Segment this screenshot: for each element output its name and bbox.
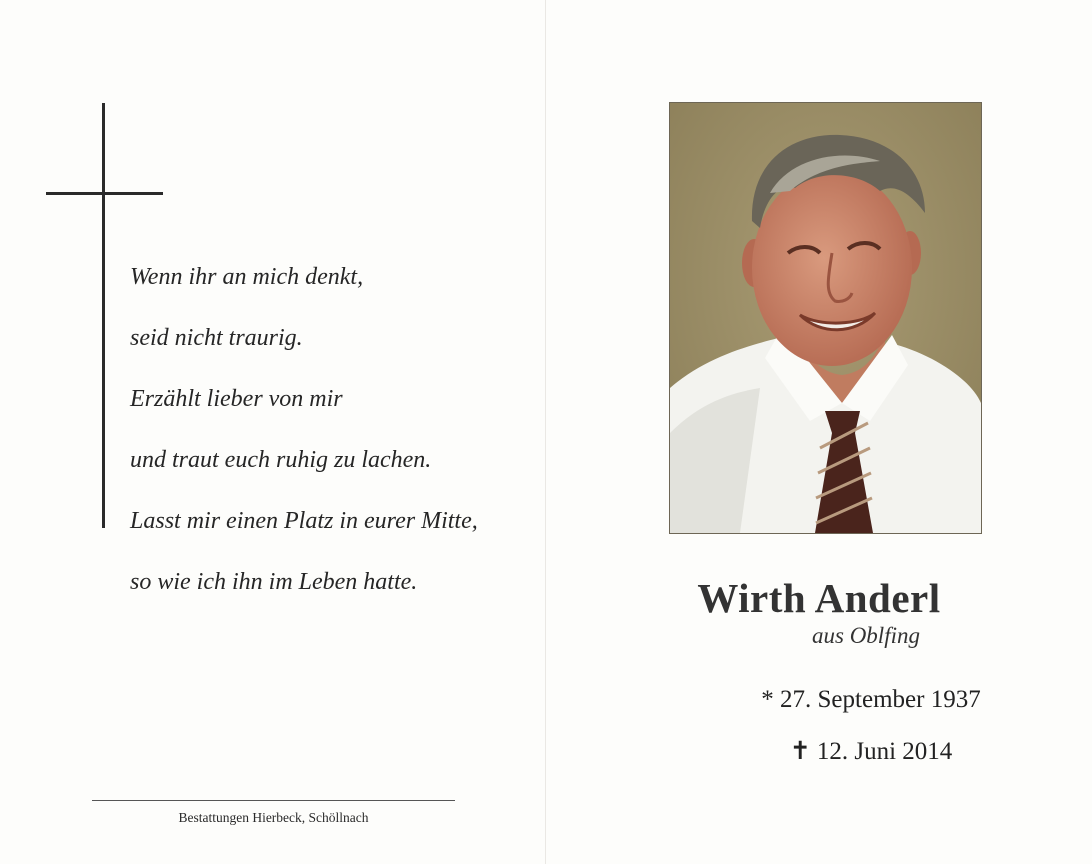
portrait-illustration [670, 103, 981, 533]
deceased-name: Wirth Anderl [697, 575, 941, 621]
poem-line: Erzählt lieber von mir [130, 386, 343, 412]
memorial-poem [130, 258, 478, 624]
hometown: aus Oblfing [812, 623, 920, 648]
funeral-home-credit: Bestattungen Hierbeck, Schöllnach [178, 810, 369, 825]
portrait-photo [669, 102, 982, 534]
poem-line: seid nicht traurig. [130, 325, 303, 351]
birth-date: * 27. September 1937 [761, 686, 981, 713]
poem-line: und traut euch ruhig zu lachen. [130, 447, 432, 473]
poem-line: so wie ich ihn im Leben hatte. [130, 569, 418, 595]
footer-divider [92, 800, 455, 801]
poem-line: Wenn ihr an mich denkt, [130, 264, 364, 290]
poem-line: Lasst mir einen Platz in eurer Mitte, [130, 508, 478, 534]
death-date: ✝ 12. Juni 2014 [789, 738, 953, 765]
cross-icon-vertical [102, 103, 105, 528]
cross-icon-horizontal [46, 192, 163, 195]
